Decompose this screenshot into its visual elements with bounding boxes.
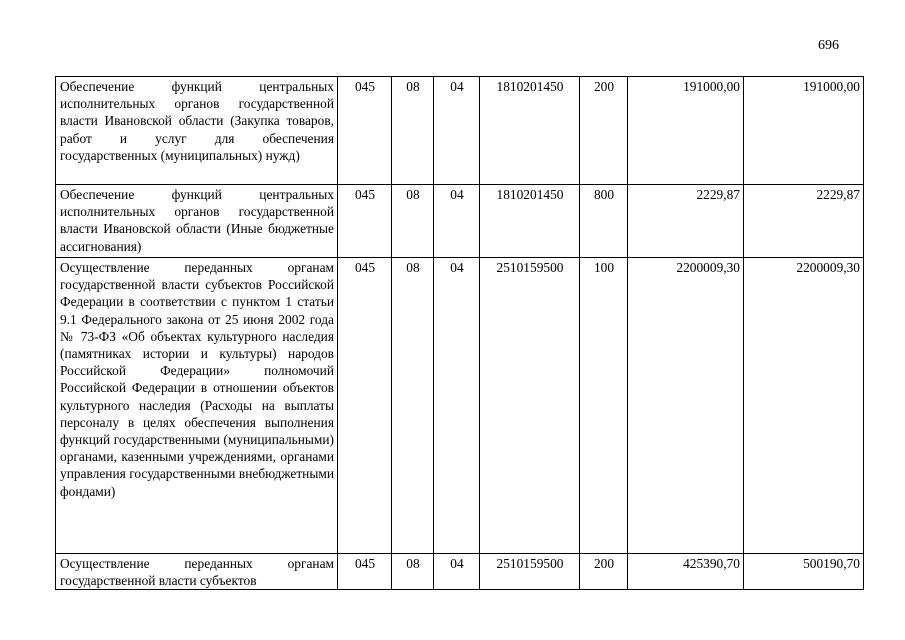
table-row [56, 258, 864, 554]
ministry-code: 045 [338, 258, 392, 554]
section-code: 08 [392, 185, 434, 258]
target-article-code: 1810201450 [480, 185, 580, 258]
row-description [56, 554, 338, 590]
amount-1: 425390,70 [628, 554, 744, 590]
row-description: Обеспечение функций центральных исполнительных органов государственной власти Ивановской области (Иные бюджетные ассигнования) [56, 185, 338, 258]
subsection-code: 04 [434, 554, 480, 590]
page-number: 696 [818, 38, 839, 53]
target-article-code: 1810201450 [480, 77, 580, 185]
table-row [56, 77, 864, 185]
row-description-text: Осуществление переданных органам государственной власти субъектов [60, 556, 334, 589]
ministry-code: 045 [338, 185, 392, 258]
budget-table [55, 76, 864, 590]
amount-2: 2200009,30 [744, 258, 864, 554]
section-code: 08 [392, 258, 434, 554]
amount-1: 191000,00 [628, 77, 744, 185]
section-code: 08 [392, 554, 434, 590]
amount-2: 191000,00 [744, 77, 864, 185]
target-article-code: 2510159500 [480, 554, 580, 590]
expense-type-code: 800 [580, 185, 628, 258]
ministry-code: 045 [338, 554, 392, 590]
table-row [56, 185, 864, 258]
amount-1: 2200009,30 [628, 258, 744, 554]
target-article-code: 2510159500 [480, 258, 580, 554]
subsection-code: 04 [434, 77, 480, 185]
amount-2: 500190,70 [744, 554, 864, 590]
table-row [56, 554, 864, 590]
expense-type-code: 200 [580, 77, 628, 185]
section-code: 08 [392, 77, 434, 185]
expense-type-code: 200 [580, 554, 628, 590]
subsection-code: 04 [434, 185, 480, 258]
expense-type-code: 100 [580, 258, 628, 554]
amount-1: 2229,87 [628, 185, 744, 258]
ministry-code: 045 [338, 77, 392, 185]
amount-2: 2229,87 [744, 185, 864, 258]
row-description: Осуществление переданных органам государственной власти субъектов Российской Федерации в соответствии с пунктом 1 статьи 9.1 Федерального закона от 25 июня 2002 года № 73-ФЗ «Об объектах культурного наследия (памятниках истории и культуры) народов Российской Федерации» полномочий Российской Федерации в отношении объектов культурного наследия (Расходы на выплаты персоналу в целях обеспечения выполнения функций государственными (муниципальными) органами, казенными учреждениями, органами управления государственными внебюджетными фондами) [56, 258, 338, 554]
subsection-code: 04 [434, 258, 480, 554]
row-description: Обеспечение функций центральных исполнительных органов государственной власти Ивановской области (Закупка товаров, работ и услуг для обеспечения государственных (муниципальных) нужд) [56, 77, 338, 185]
